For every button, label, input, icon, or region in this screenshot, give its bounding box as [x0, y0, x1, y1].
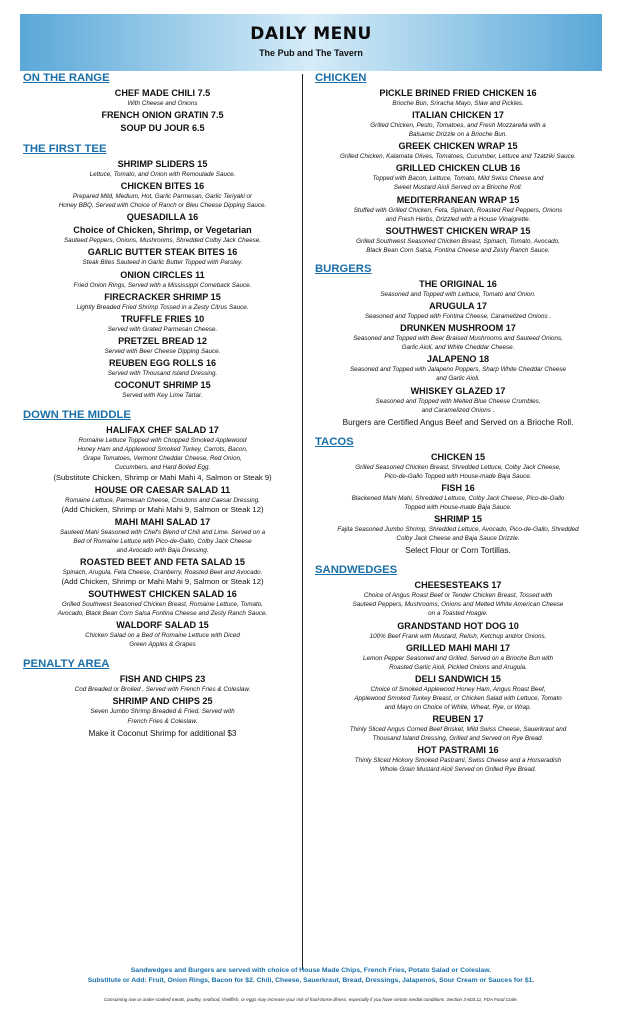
item-description: Garlic Aioli, and White Cheddar Cheese.	[401, 344, 515, 352]
item-description: Sauteed Peppers, Mushrooms, Onions and Melted White American Cheese	[352, 601, 564, 609]
item-description: French Fries & Coleslaw.	[127, 717, 198, 725]
item-name: SHRIMP 15	[434, 514, 482, 525]
menu-item	[312, 579, 604, 618]
item-name: FISH 16	[441, 482, 475, 493]
item-description: Bed of Romaine Lettuce with Pico-de-Gallo, Colby Jack Cheese	[73, 537, 252, 545]
section-heading: TACOS	[315, 435, 354, 448]
menu-item	[20, 313, 305, 334]
menu-item	[312, 109, 604, 139]
item-description: Sauteed Mahi Seasoned with Chef's Blend of Chili and Lime. Served on a	[59, 528, 266, 536]
item-description: Seven Jumbo Shrimp Breaded & Fried, Served with	[90, 708, 235, 716]
item-note: Make it Coconut Shrimp for additional $3	[88, 728, 237, 738]
item-description: Balsamic Drizzle on a Brioche Bun.	[408, 131, 508, 139]
menu-subtitle: The Pub and The Tavern	[259, 48, 363, 58]
item-name: SOUP DU JOUR 6.5	[120, 123, 205, 134]
item-description: Served with Grated Parmesan Cheese.	[107, 325, 218, 333]
item-note: (Add Chicken, Shrimp or Mahi Mahi 9, Salmon or Steak 12)	[61, 504, 264, 514]
section-heading: CHICKEN	[315, 72, 367, 84]
item-description: Grilled Seasoned Chicken Breast, Shredded Lettuce, Colby Jack Cheese,	[355, 463, 561, 471]
item-name: ONION CIRCLES 11	[120, 269, 205, 280]
item-description: Lightly Breaded Fried Shrimp Tossed in a Zesty Citrus Sauce.	[76, 303, 249, 311]
section-heading: DOWN THE MIDDLE	[23, 409, 131, 422]
item-description: Colby Jack Cheese and Baja Sauce Drizzle.	[396, 535, 520, 543]
item-name: REUBEN 17	[432, 714, 484, 725]
menu-item	[20, 269, 305, 290]
item-name: WHISKEY GLAZED 17	[410, 385, 506, 396]
item-name: GRANDSTAND HOT DOG 10	[397, 620, 519, 631]
item-name: REUBEN EGG ROLLS 16	[108, 357, 217, 368]
item-description: Sauteed Peppers, Onions, Mushrooms, Shredded Colby Jack Cheese.	[63, 237, 262, 245]
menu-title: DAILY MENU	[250, 24, 372, 44]
item-name: MEDITERRANEAN WRAP 15	[396, 194, 520, 205]
item-name: GRILLED MAHI MAHI 17	[405, 642, 511, 653]
menu-item	[20, 87, 305, 108]
menu-item	[312, 451, 604, 481]
item-name: GARLIC BUTTER STEAK BITES 16	[87, 247, 238, 258]
menu-item	[312, 162, 604, 192]
item-description: Thousand Island Dressing, Grilled and Served on Rye Bread.	[372, 735, 544, 743]
menu-item	[20, 246, 305, 267]
menu-footer	[20, 966, 602, 1002]
menu-item	[312, 322, 604, 352]
item-description: Grilled Chicken, Kalamata Olives, Tomatoes, Cucumber, Lettuce and Tzatziki Sauce.	[339, 153, 576, 161]
menu-item	[20, 673, 305, 694]
item-description: Choice of Smoked Applewood Honey Ham, Angus Roast Beef,	[370, 685, 546, 693]
substitutions-note: Substitute or Add: Fruit, Onion Rings, Bacon for $2. Chili, Cheese, Sauerkraut, Bread, Dressings, Jalapenos, Sour Cream or Sauces for $1.	[87, 977, 535, 984]
item-description: Choice of Angus Roast Beef or Tender Chicken Breast, Tossed with	[363, 592, 553, 600]
item-name: FRENCH ONION GRATIN 7.5	[101, 110, 224, 121]
item-name: FISH AND CHIPS 23	[119, 674, 206, 685]
item-description: Applewood Smoked Turkey Breast, or Chicken Salad with Lettuce, Tomato	[354, 694, 562, 702]
item-name: ROASTED BEET AND FETA SALAD 15	[80, 556, 245, 567]
menu-item	[20, 122, 305, 134]
item-name: JALAPENO 18	[426, 354, 490, 365]
item-name: COCONUT SHRIMP 15	[114, 380, 211, 391]
menu-item	[312, 744, 604, 774]
item-name: SOUTHWEST CHICKEN WRAP 15	[385, 225, 531, 236]
section-chicken	[312, 72, 604, 255]
menu-item	[20, 619, 305, 649]
item-description: Topped with Bacon, Lettuce, Tomato, Mild Swiss Cheese and	[372, 175, 544, 183]
item-description: Whole Grain Mustard Aioli Served on Grilled Rye Bread.	[379, 766, 537, 774]
item-description: Cod Breaded or Broiled , Served with French Fries & Coleslaw.	[74, 686, 251, 694]
item-description: Steak Bites Sauteed in Garlic Butter Topped with Parsley.	[82, 259, 243, 267]
item-name: DELI SANDWICH 15	[415, 673, 501, 684]
section-on-the-range	[20, 72, 305, 134]
item-name: MAHI MAHI SALAD 17	[114, 516, 211, 527]
item-description: Topped with House-made Baja Sauce.	[404, 503, 512, 511]
item-description: Prepared Mild, Medium, Hot, Garlic Parmesan, Garlic Teriyaki or	[72, 193, 253, 201]
item-name: PICKLE BRINED FRIED CHICKEN 16	[379, 88, 537, 98]
item-description: Cucumbers, and Hard Boiled Egg.	[114, 464, 211, 472]
menu-item	[312, 353, 604, 383]
item-description: Grilled Southwest Seasoned Chicken Breast, Spinach, Tomato, Avocado,	[356, 237, 560, 245]
item-description: Honey Ham and Applewood Smoked Turkey, Carrots, Bacon,	[77, 446, 248, 454]
item-description: Avocado, Black Bean Corn Salsa Fontina Cheese and Zesty Ranch Sauce.	[57, 610, 268, 618]
menu-item	[20, 424, 305, 482]
item-description: Grilled Southwest Seasoned Chicken Breast, Romaine Lettuce, Tomato,	[61, 600, 264, 608]
item-description: Thinly Sliced Hickory Smoked Pastrami, Swiss Cheese and a Horseradish	[354, 757, 562, 765]
menu-item	[20, 335, 305, 356]
sides-note: Sandwedges and Burgers are served with choice of House Made Chips, French Fries, Potato Salad or Coleslaw.	[130, 967, 492, 974]
menu-item	[20, 516, 305, 555]
section-penalty-area	[20, 658, 305, 738]
item-description: Sweet Mustard Aioli Served on a Brioche Roll.	[393, 184, 523, 192]
item-name: DRUNKEN MUSHROOM 17	[400, 323, 516, 334]
item-description: and Avocado with Baja Dressing.	[116, 546, 209, 554]
menu-item	[20, 224, 305, 245]
section-heading: PENALTY AREA	[23, 658, 110, 671]
item-description: and Fresh Herbs, Drizzled with a House Vinaigrette.	[385, 215, 531, 223]
item-note: Burgers are Certified Angus Beef and Served on a Brioche Roll.	[342, 417, 574, 427]
menu-item	[20, 291, 305, 312]
menu-item	[20, 695, 305, 738]
item-name: CHICKEN 15	[430, 451, 486, 462]
item-description: Seasoned and Topped with Lettuce, Tomato and Onion.	[380, 290, 536, 298]
item-description: Grape Tomatoes, Vermont Cheddar Cheese, Red Onion,	[83, 455, 242, 463]
item-description: Served with Beer Cheese Dipping Sauce.	[104, 347, 221, 355]
item-description: Romaine Lettuce, Parmesan Cheese, Croutons and Caesar Dressing.	[65, 496, 260, 504]
section-down-the-middle	[20, 409, 305, 649]
menu-item	[312, 482, 604, 512]
item-description: and Garlic Aioli.	[436, 375, 480, 383]
item-name: CHEESESTEAKS 17	[414, 580, 502, 591]
item-name: GRILLED CHICKEN CLUB 16	[395, 163, 521, 174]
item-description: Grilled Chicken, Pesto, Tomatoes, and Fresh Mozzarella with a	[370, 122, 546, 130]
item-name: HALIFAX CHEF SALAD 17	[106, 425, 219, 436]
menu-item	[312, 87, 604, 108]
item-description: and Mayo on Choice of White, Wheat, Rye, or Wrap.	[384, 704, 532, 711]
menu-item	[20, 211, 305, 223]
menu-item	[20, 109, 305, 121]
menu-item	[20, 180, 305, 210]
item-note: (Add Chicken, Shrimp or Mahi Mahi 9, Salmon or Steak 12)	[61, 576, 264, 586]
item-description: 100% Beef Frank with Mustard, Relish, Ketchup and/or Onions.	[369, 632, 547, 640]
item-description: Seasoned and Topped with Melted Blue Cheese Crumbles,	[375, 397, 541, 405]
menu-item	[312, 620, 604, 641]
section-heading: ON THE RANGE	[23, 72, 110, 84]
left-column	[20, 72, 305, 741]
menu-item	[20, 357, 305, 378]
item-description: Blackened Mahi Mahi, Shredded Lettuce, Colby Jack Cheese, Pico-de-Gallo	[351, 494, 565, 502]
item-note: (Substitute Chicken, Shrimp or Mahi Mahi 4, Salmon or Steak 9)	[53, 472, 272, 482]
item-description: Romaine Lettuce Topped with Chopped Smoked Applewood	[78, 437, 247, 445]
item-description: Black Bean Corn Salsa, Fontina Cheese and Zesty Ranch Sauce.	[366, 246, 550, 254]
item-name: SHRIMP AND CHIPS 25	[112, 696, 213, 707]
menu-item	[312, 225, 604, 255]
menu-header	[20, 14, 602, 71]
menu-item	[20, 484, 305, 515]
menu-item	[312, 385, 604, 428]
menu-item	[20, 158, 305, 179]
item-description: Green Apples & Grapes	[129, 641, 196, 649]
menu-item	[20, 588, 305, 618]
item-description: Roasted Garlic Aioli, Pickled Onions and Arugula.	[389, 663, 527, 671]
item-name: CHICKEN BITES 16	[120, 181, 205, 192]
menu-item	[312, 194, 604, 224]
section-heading: BURGERS	[315, 262, 372, 275]
right-column	[312, 72, 604, 774]
item-name: ITALIAN CHICKEN 17	[412, 110, 504, 121]
section-sandwedges	[312, 564, 604, 774]
item-description: Thinly Sliced Angus Corned Beef Brisket, Mild Swiss Cheese, Sauerkraut and	[349, 726, 567, 734]
item-description: and Caramelized Onions .	[421, 406, 495, 414]
item-description: Pico-de-Gallo Topped with House-made Baja Sauce.	[384, 472, 532, 480]
section-burgers	[312, 263, 604, 428]
menu-item	[312, 513, 604, 556]
item-name: FIRECRACKER SHRIMP 15	[104, 291, 221, 302]
section-heading: THE FIRST TEE	[23, 143, 107, 156]
item-description: Chicken Salad on a Bed of Romaine Lettuce with Diced	[85, 632, 240, 640]
menu-item	[20, 379, 305, 400]
item-description: Fajita Seasoned Jumbo Shrimp, Shredded Lettuce, Avocado, Pico-de-Gallo, Shredded	[337, 526, 579, 534]
item-name: QUESADILLA 16	[126, 212, 199, 223]
menu-item	[312, 673, 604, 712]
section-tacos	[312, 436, 604, 557]
item-description: Brioche Bun, Sriracha Mayo, Slaw and Pickles.	[392, 100, 524, 107]
item-name: PRETZEL BREAD 12	[118, 335, 207, 346]
item-description: Lemon Pepper Seasoned and Grilled. Served on a Brioche Bun with	[362, 654, 554, 662]
item-name: HOT PASTRAMI 16	[417, 745, 499, 756]
food-safety-disclaimer: Consuming raw or under-cooked meats, poultry, seafood, shellfish, or eggs may increase your risk of food-borne illness, especially if you have certain medial conditions. Section 3-603.11, FDA Food Code.	[104, 997, 518, 1002]
menu-item	[312, 300, 604, 321]
section-heading: SANDWEDGES	[315, 564, 398, 577]
item-description: on a Toasted Hoagie.	[428, 610, 488, 618]
section-the-first-tee	[20, 143, 305, 400]
item-name: GREEK CHICKEN WRAP 15	[398, 141, 518, 152]
item-description: Honey BBQ, Served with Choice of Ranch or Bleu Cheese Dipping Sauce.	[58, 202, 267, 210]
item-description: Served with Thousand Island Dressing.	[107, 369, 218, 377]
item-description: Lettuce, Tomato, and Onion with Remoulade Sauce.	[89, 171, 236, 179]
item-name: SOUTHWEST CHICKEN SALAD 16	[88, 588, 237, 599]
item-description: With Cheese and Onions	[127, 100, 198, 107]
menu-item	[312, 140, 604, 161]
item-description: Served with Key Lime Tartar.	[122, 392, 203, 400]
item-description: Fried Onion Rings, Served with a Mississippi Comeback Sauce.	[73, 281, 252, 289]
item-description: Seasoned and Topped with Beer Braised Mushrooms and Sauteed Onions,	[353, 335, 563, 343]
item-name: ARUGULA 17	[429, 301, 487, 312]
item-description: Seasoned and Topped with Jalapeno Poppers, Sharp White Cheddar Cheese	[349, 366, 567, 374]
menu-item	[312, 278, 604, 299]
item-name: CHEF MADE CHILI 7.5	[114, 88, 211, 98]
item-name: THE ORIGINAL 16	[419, 278, 497, 289]
item-name: HOUSE OR CAESAR SALAD 11	[94, 484, 231, 495]
menu-item	[20, 556, 305, 587]
menu-item	[312, 642, 604, 672]
item-name: SHRIMP SLIDERS 15	[117, 159, 208, 170]
item-description: Stuffed with Grilled Chicken, Feta, Spinach, Roasted Red Peppers, Onions	[353, 206, 563, 214]
item-description: Seasoned and Topped with Fontina Cheese, Caramelized Onions .	[364, 313, 552, 321]
menu-item	[312, 713, 604, 743]
item-name: WALDORF SALAD 15	[116, 620, 209, 631]
item-description: Spinach, Arugula, Feta Cheese, Cranberry, Roasted Beet and Avocado.	[62, 568, 263, 576]
item-note: Select Flour or Corn Tortillas.	[405, 546, 511, 556]
item-name: Choice of Chicken, Shrimp, or Vegetarian	[73, 225, 252, 236]
item-name: TRUFFLE FRIES 10	[120, 313, 205, 324]
